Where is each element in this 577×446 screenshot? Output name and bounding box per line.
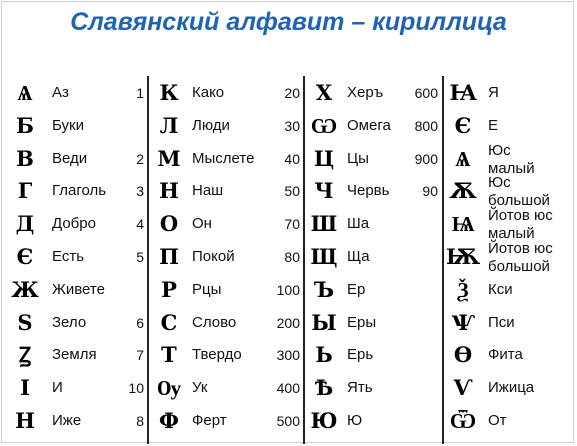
letter-glyph: Р	[161, 276, 177, 302]
letter-row	[8, 176, 158, 206]
letter-name: Пси	[488, 313, 515, 331]
letter-numeric-value: 40	[284, 150, 300, 167]
letter-name: От	[488, 412, 507, 429]
letter-numeric-value: 80	[284, 249, 300, 265]
page-title: Славянский алфавит – кириллица	[70, 8, 507, 36]
letter-glyph: І	[20, 375, 30, 401]
letter-name: Еры	[347, 313, 377, 331]
letter-row	[446, 78, 571, 108]
letter-name: Омега	[347, 116, 391, 134]
letter-name: Ю	[347, 412, 363, 429]
letter-name: Юс малый	[488, 141, 535, 177]
letter-row	[446, 141, 571, 177]
letter-glyph: Є	[454, 112, 472, 138]
letter-glyph: Б	[16, 112, 34, 138]
letter-glyph: Ѿ	[449, 408, 477, 433]
letter-row	[307, 275, 457, 305]
letter-name: И	[52, 379, 63, 397]
letter-glyph: Ь	[315, 342, 333, 368]
letter-name: Ижица	[488, 379, 535, 397]
letter-glyph: Н	[159, 178, 179, 204]
letter-numeric-value: 600	[414, 85, 438, 101]
letter-numeric-value: 900	[414, 150, 438, 167]
letter-name: Кси	[488, 280, 513, 298]
letter-row	[8, 242, 158, 272]
letter-glyph: Ꙗ	[449, 80, 477, 105]
letter-name: Ер	[347, 280, 366, 298]
letter-numeric-value: 7	[136, 347, 144, 364]
letter-numeric-value: 6	[136, 314, 144, 331]
letter-row	[307, 78, 457, 108]
letter-numeric-value: 20	[284, 85, 300, 101]
letter-name: Цы	[347, 149, 369, 167]
letter-name: Ерь	[347, 346, 374, 364]
letter-glyph: Ѹ	[157, 375, 181, 401]
letter-glyph: К	[159, 80, 179, 105]
letter-glyph: Д	[15, 211, 35, 237]
letter-row	[446, 308, 571, 338]
letter-name: Земля	[52, 346, 97, 364]
letter-row	[446, 111, 571, 141]
letter-numeric-value: 2	[136, 150, 144, 167]
letter-row	[446, 207, 571, 243]
letter-name: Херъ	[347, 84, 384, 101]
letter-glyph: Ѳ	[453, 342, 473, 368]
letter-row	[152, 373, 302, 403]
letter-name: Он	[192, 215, 212, 233]
letter-glyph: Ѣ	[314, 375, 334, 401]
letter-name: Како	[192, 84, 225, 101]
letter-glyph: Ф	[159, 408, 179, 433]
letter-name: Наш	[192, 182, 224, 200]
letter-name: Добро	[52, 215, 96, 233]
letter-name: Зело	[52, 313, 87, 331]
letter-row	[8, 111, 158, 141]
letter-row	[307, 373, 457, 403]
letter-name: Йотов юс большой	[488, 240, 553, 275]
letter-name: Фита	[488, 346, 523, 364]
letter-row	[8, 209, 158, 239]
letter-glyph: Щ	[310, 244, 338, 269]
letter-glyph: Ѭ	[446, 244, 481, 269]
letter-name: Покой	[192, 248, 235, 265]
letter-name: Рцы	[192, 280, 222, 298]
letter-name: Юс большой	[488, 174, 550, 210]
letter-glyph: Ѵ	[453, 375, 473, 401]
letter-glyph: Ы	[311, 309, 337, 335]
letter-name: Ять	[347, 379, 373, 397]
letter-numeric-value: 100	[276, 281, 300, 298]
letter-glyph: М	[157, 145, 181, 171]
letter-row	[307, 111, 457, 141]
letter-row	[8, 144, 158, 174]
letter-row	[446, 174, 571, 210]
letter-row	[8, 275, 158, 305]
letter-glyph: Л	[159, 112, 179, 138]
letter-row	[307, 176, 457, 206]
letter-name: Аз	[52, 84, 69, 101]
letter-row	[152, 111, 302, 141]
letter-numeric-value: 200	[276, 314, 300, 331]
letter-glyph: Ъ	[313, 276, 335, 302]
letter-name: Веди	[52, 149, 88, 167]
letter-numeric-value: 10	[128, 380, 144, 397]
letter-glyph: Ѫ	[449, 178, 477, 204]
letter-glyph: Ѧ	[17, 80, 33, 105]
letter-numeric-value: 8	[136, 413, 144, 429]
letter-row	[446, 340, 571, 370]
letter-glyph: Ю	[310, 408, 338, 433]
letter-glyph: Ѯ	[457, 276, 469, 302]
letter-row	[8, 373, 158, 403]
letter-row	[307, 144, 457, 174]
letter-row	[307, 406, 457, 436]
letter-glyph: П	[159, 244, 179, 269]
letter-name: Глаголь	[52, 182, 107, 200]
letter-name: Люди	[192, 116, 230, 134]
letter-row	[8, 340, 158, 370]
letter-row	[152, 176, 302, 206]
letter-glyph: Ч	[314, 178, 334, 204]
letter-row	[152, 209, 302, 239]
letter-numeric-value: 4	[136, 216, 144, 233]
column-divider	[303, 76, 305, 444]
letter-name: Живете	[52, 280, 105, 298]
letter-numeric-value: 50	[284, 183, 300, 200]
letter-glyph: С	[160, 309, 178, 335]
letter-glyph: Ѕ	[17, 309, 33, 335]
letter-glyph: Є	[16, 244, 34, 269]
letter-glyph: Г	[17, 178, 33, 204]
letter-glyph: Ш	[310, 211, 338, 237]
letter-row	[152, 340, 302, 370]
letter-numeric-value: 30	[284, 117, 300, 134]
letter-numeric-value: 3	[136, 183, 144, 200]
letter-numeric-value: 300	[276, 347, 300, 364]
letter-row	[307, 242, 457, 272]
letter-name: Твердо	[192, 346, 242, 364]
letter-row	[446, 275, 571, 305]
letter-numeric-value: 5	[136, 249, 144, 265]
letter-glyph: Ꙁ	[18, 342, 32, 368]
letter-glyph: Ц	[313, 145, 335, 171]
letter-name: Ша	[347, 215, 370, 233]
letter-row	[8, 78, 158, 108]
letter-glyph: О	[159, 211, 179, 237]
letter-glyph: Ж	[11, 276, 39, 302]
letter-row	[307, 308, 457, 338]
letter-name: Е	[488, 116, 499, 134]
letter-name: Ук	[192, 379, 208, 397]
letter-name: Червь	[347, 182, 390, 200]
letter-name: Мыслете	[192, 149, 255, 167]
letter-glyph: Н	[15, 408, 35, 433]
letter-glyph: Ѡ	[310, 112, 338, 138]
letter-numeric-value: 400	[276, 380, 300, 397]
letter-name: Слово	[192, 313, 237, 331]
letter-row	[152, 308, 302, 338]
letter-name: Есть	[52, 248, 85, 265]
letter-row	[152, 78, 302, 108]
letter-glyph: Ѱ	[451, 309, 475, 335]
letter-name: Йотов юс малый	[488, 207, 553, 243]
letter-row	[446, 240, 571, 275]
letter-row	[8, 308, 158, 338]
letter-name: Ферт	[192, 412, 227, 429]
letter-glyph: Х	[315, 80, 333, 105]
letter-name: Я	[488, 84, 499, 101]
letter-numeric-value: 70	[284, 216, 300, 233]
letter-glyph: Ѧ	[455, 145, 471, 171]
letter-name: Буки	[52, 116, 84, 134]
letter-numeric-value: 800	[414, 117, 438, 134]
letter-glyph: Т	[161, 342, 177, 368]
letter-name: Иже	[52, 412, 82, 429]
letter-numeric-value: 500	[276, 413, 300, 429]
letter-glyph: Ѩ	[451, 211, 475, 237]
letter-row	[446, 373, 571, 403]
letter-row	[152, 144, 302, 174]
letter-glyph: В	[16, 145, 34, 171]
letter-numeric-value: 90	[422, 183, 438, 200]
letter-name: Ща	[347, 248, 370, 265]
letter-row	[307, 340, 457, 370]
letter-row	[152, 406, 302, 436]
letter-row	[152, 275, 302, 305]
letter-row	[446, 406, 571, 436]
letter-row	[8, 406, 158, 436]
letter-row	[152, 242, 302, 272]
letter-row	[307, 209, 457, 239]
letter-numeric-value: 1	[136, 85, 144, 101]
